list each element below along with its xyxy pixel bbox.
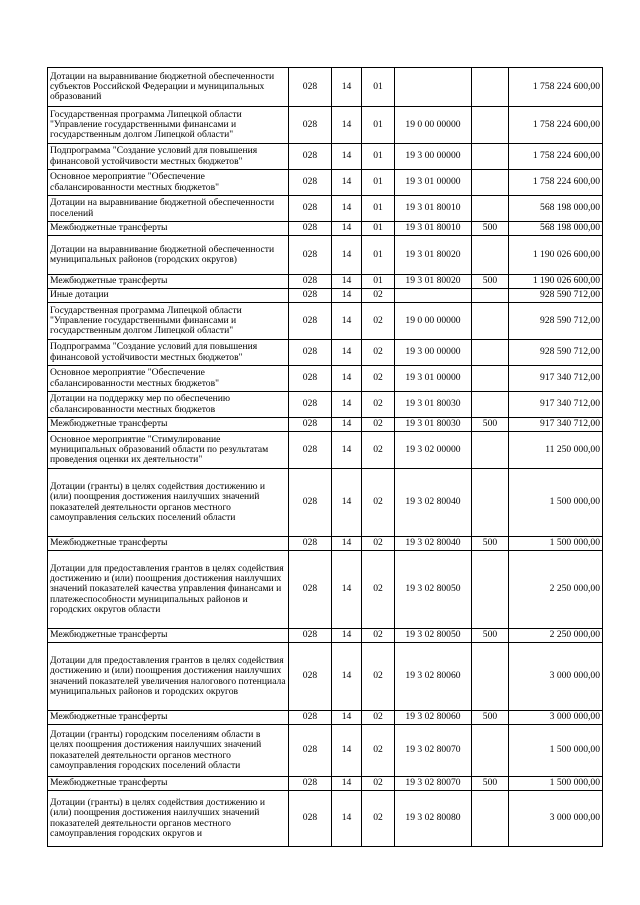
row-name: Дотации (гранты) в целях содействия достижению и (или) поощрения достижения наилучших значений показателей деятельности органов местного самоуправления сельских поселений области: [48, 469, 289, 537]
row-target-code: 19 3 02 80080: [395, 791, 472, 847]
row-target-code: 19 3 01 80010: [395, 222, 472, 236]
row-expense-type: [472, 196, 509, 222]
row-target-code: 19 0 00 00000: [395, 303, 472, 340]
table-row: [48, 643, 603, 711]
row-ministry-code: 028: [289, 196, 332, 222]
row-name: Дотации на поддержку мер по обеспечению сбалансированности местных бюджетов: [48, 392, 289, 418]
row-amount: 1 758 224 600,00: [509, 107, 603, 144]
table-row: [48, 711, 603, 725]
row-section-code: 14: [332, 289, 362, 303]
row-name: Межбюджетные трансферты: [48, 777, 289, 791]
row-section-code: 14: [332, 537, 362, 551]
table-row: [48, 469, 603, 537]
row-amount: 917 340 712,00: [509, 418, 603, 432]
row-expense-type: [472, 725, 509, 777]
row-expense-type: [472, 170, 509, 196]
row-section-code: 14: [332, 303, 362, 340]
row-name: Подпрограмма "Создание условий для повышения финансовой устойчивости местных бюджетов": [48, 340, 289, 366]
row-section-code: 14: [332, 629, 362, 643]
row-name: Межбюджетные трансферты: [48, 222, 289, 236]
row-target-code: 19 3 01 80030: [395, 418, 472, 432]
row-target-code: 19 3 02 80060: [395, 711, 472, 725]
row-name: Межбюджетные трансферты: [48, 275, 289, 289]
row-amount: 1 500 000,00: [509, 469, 603, 537]
row-subsection-code: 01: [362, 222, 395, 236]
row-amount: 1 758 224 600,00: [509, 144, 603, 170]
row-subsection-code: 02: [362, 340, 395, 366]
row-ministry-code: 028: [289, 340, 332, 366]
row-target-code: 19 3 02 80040: [395, 469, 472, 537]
row-section-code: 14: [332, 392, 362, 418]
row-target-code: 19 3 02 00000: [395, 432, 472, 469]
row-subsection-code: 01: [362, 68, 395, 107]
row-name: Межбюджетные трансферты: [48, 418, 289, 432]
table-row: [48, 303, 603, 340]
row-amount: 11 250 000,00: [509, 432, 603, 469]
row-ministry-code: 028: [289, 418, 332, 432]
row-name: Иные дотации: [48, 289, 289, 303]
row-subsection-code: 01: [362, 144, 395, 170]
table-row: [48, 170, 603, 196]
row-expense-type: 500: [472, 222, 509, 236]
row-amount: 1 190 026 600,00: [509, 275, 603, 289]
row-name: Подпрограмма "Создание условий для повышения финансовой устойчивости местных бюджетов": [48, 144, 289, 170]
row-expense-type: [472, 340, 509, 366]
row-ministry-code: 028: [289, 68, 332, 107]
row-amount: 928 590 712,00: [509, 303, 603, 340]
row-subsection-code: 01: [362, 275, 395, 289]
row-expense-type: 500: [472, 275, 509, 289]
row-target-code: 19 3 02 80050: [395, 629, 472, 643]
row-target-code: 19 3 02 80050: [395, 551, 472, 629]
row-ministry-code: 028: [289, 643, 332, 711]
row-name: Межбюджетные трансферты: [48, 537, 289, 551]
row-subsection-code: 02: [362, 418, 395, 432]
row-ministry-code: 028: [289, 289, 332, 303]
row-subsection-code: 02: [362, 537, 395, 551]
row-subsection-code: 02: [362, 432, 395, 469]
row-ministry-code: 028: [289, 303, 332, 340]
row-name: Дотации на выравнивание бюджетной обеспеченности субъектов Российской Федерации и муниципальных образований: [48, 68, 289, 107]
row-section-code: 14: [332, 551, 362, 629]
row-section-code: 14: [332, 366, 362, 392]
row-ministry-code: 028: [289, 170, 332, 196]
row-name: Дотации на выравнивание бюджетной обеспеченности поселений: [48, 196, 289, 222]
row-expense-type: [472, 68, 509, 107]
table-row: [48, 629, 603, 643]
table-row: [48, 551, 603, 629]
row-subsection-code: 01: [362, 170, 395, 196]
row-section-code: 14: [332, 469, 362, 537]
row-amount: 3 000 000,00: [509, 711, 603, 725]
table-row: [48, 791, 603, 847]
row-target-code: 19 3 01 80030: [395, 392, 472, 418]
table-row: [48, 432, 603, 469]
row-subsection-code: 02: [362, 791, 395, 847]
row-subsection-code: 02: [362, 777, 395, 791]
row-subsection-code: 02: [362, 643, 395, 711]
row-expense-type: [472, 392, 509, 418]
row-amount: 917 340 712,00: [509, 366, 603, 392]
row-ministry-code: 028: [289, 275, 332, 289]
table-body: [48, 68, 603, 847]
row-ministry-code: 028: [289, 791, 332, 847]
table-row: [48, 289, 603, 303]
row-section-code: 14: [332, 791, 362, 847]
row-section-code: 14: [332, 777, 362, 791]
table-row: [48, 537, 603, 551]
row-name: Дотации на выравнивание бюджетной обеспеченности муниципальных районов (городских округов): [48, 236, 289, 275]
row-ministry-code: 028: [289, 392, 332, 418]
row-ministry-code: 028: [289, 236, 332, 275]
row-target-code: 19 3 01 00000: [395, 170, 472, 196]
row-expense-type: [472, 643, 509, 711]
row-expense-type: [472, 469, 509, 537]
row-subsection-code: 02: [362, 366, 395, 392]
row-amount: 3 000 000,00: [509, 791, 603, 847]
row-section-code: 14: [332, 275, 362, 289]
row-subsection-code: 02: [362, 392, 395, 418]
row-amount: 917 340 712,00: [509, 392, 603, 418]
row-expense-type: [472, 289, 509, 303]
row-target-code: 19 3 02 80040: [395, 537, 472, 551]
row-name: Межбюджетные трансферты: [48, 711, 289, 725]
table-row: [48, 107, 603, 144]
row-name: Государственная программа Липецкой области "Управление государственными финансами и государственным долгом Липецкой области": [48, 107, 289, 144]
row-expense-type: 500: [472, 537, 509, 551]
row-expense-type: [472, 551, 509, 629]
row-section-code: 14: [332, 725, 362, 777]
row-expense-type: 500: [472, 418, 509, 432]
row-target-code: 19 3 02 80070: [395, 777, 472, 791]
table-row: [48, 725, 603, 777]
row-target-code: 19 3 02 80060: [395, 643, 472, 711]
row-name: Дотации (гранты) в целях содействия достижению и (или) поощрения достижения наилучших значений показателей деятельности органов местного самоуправления городских округов и: [48, 791, 289, 847]
table-row: [48, 236, 603, 275]
row-target-code: 19 3 01 80020: [395, 236, 472, 275]
row-expense-type: 500: [472, 777, 509, 791]
row-amount: 1 190 026 600,00: [509, 236, 603, 275]
row-target-code: 19 3 01 80020: [395, 275, 472, 289]
row-name: Основное мероприятие "Обеспечение сбалансированности местных бюджетов": [48, 170, 289, 196]
row-amount: 928 590 712,00: [509, 289, 603, 303]
row-subsection-code: 01: [362, 196, 395, 222]
row-amount: 568 198 000,00: [509, 222, 603, 236]
row-ministry-code: 028: [289, 366, 332, 392]
row-subsection-code: 02: [362, 725, 395, 777]
row-ministry-code: 028: [289, 222, 332, 236]
row-target-code: 19 0 00 00000: [395, 107, 472, 144]
row-target-code: 19 3 00 00000: [395, 144, 472, 170]
row-ministry-code: 028: [289, 144, 332, 170]
row-section-code: 14: [332, 222, 362, 236]
row-subsection-code: 02: [362, 629, 395, 643]
row-ministry-code: 028: [289, 469, 332, 537]
table-row: [48, 196, 603, 222]
row-ministry-code: 028: [289, 725, 332, 777]
row-expense-type: [472, 366, 509, 392]
row-name: Дотации (гранты) городским поселениям области в целях поощрения достижения наилучших значений показателей деятельности органов местного самоуправления городских поселений области: [48, 725, 289, 777]
row-amount: 568 198 000,00: [509, 196, 603, 222]
row-amount: 1 500 000,00: [509, 537, 603, 551]
row-section-code: 14: [332, 144, 362, 170]
table-row: [48, 144, 603, 170]
table-row: [48, 418, 603, 432]
row-expense-type: [472, 144, 509, 170]
row-subsection-code: 01: [362, 107, 395, 144]
row-subsection-code: 01: [362, 236, 395, 275]
row-name: Дотации для предоставления грантов в целях содействия достижению и (или) поощрения достижения наилучших значений показателей качества управления финансами и платежеспособности муниципальных районов и городских округов области: [48, 551, 289, 629]
row-section-code: 14: [332, 236, 362, 275]
row-subsection-code: 02: [362, 551, 395, 629]
row-section-code: 14: [332, 418, 362, 432]
row-ministry-code: 028: [289, 711, 332, 725]
row-amount: 2 250 000,00: [509, 629, 603, 643]
row-ministry-code: 028: [289, 537, 332, 551]
row-amount: 928 590 712,00: [509, 340, 603, 366]
row-section-code: 14: [332, 432, 362, 469]
row-amount: 1 500 000,00: [509, 777, 603, 791]
row-section-code: 14: [332, 643, 362, 711]
row-expense-type: 500: [472, 711, 509, 725]
row-target-code: 19 3 02 80070: [395, 725, 472, 777]
row-section-code: 14: [332, 711, 362, 725]
row-section-code: 14: [332, 170, 362, 196]
row-name: Основное мероприятие "Обеспечение сбалансированности местных бюджетов": [48, 366, 289, 392]
row-name: Государственная программа Липецкой области "Управление государственными финансами и государственным долгом Липецкой области": [48, 303, 289, 340]
table-row: [48, 340, 603, 366]
row-subsection-code: 02: [362, 711, 395, 725]
row-subsection-code: 02: [362, 289, 395, 303]
row-target-code: 19 3 01 00000: [395, 366, 472, 392]
row-section-code: 14: [332, 107, 362, 144]
table-row: [48, 222, 603, 236]
row-section-code: 14: [332, 340, 362, 366]
row-name: Дотации для предоставления грантов в целях содействия достижению и (или) поощрения достижения наилучших значений показателей увеличения налогового потенциала муниципальных районов и городских округов: [48, 643, 289, 711]
row-subsection-code: 02: [362, 303, 395, 340]
row-name: Основное мероприятие "Стимулирование муниципальных образований области по результатам проведения оценки их деятельности": [48, 432, 289, 469]
budget-table: [47, 67, 603, 847]
row-ministry-code: 028: [289, 107, 332, 144]
row-expense-type: [472, 107, 509, 144]
row-target-code: [395, 289, 472, 303]
row-section-code: 14: [332, 196, 362, 222]
row-expense-type: 500: [472, 629, 509, 643]
row-amount: 1 500 000,00: [509, 725, 603, 777]
row-expense-type: [472, 236, 509, 275]
row-expense-type: [472, 432, 509, 469]
row-ministry-code: 028: [289, 432, 332, 469]
table-row: [48, 777, 603, 791]
row-amount: 2 250 000,00: [509, 551, 603, 629]
row-amount: 1 758 224 600,00: [509, 68, 603, 107]
row-ministry-code: 028: [289, 629, 332, 643]
row-expense-type: [472, 303, 509, 340]
row-target-code: 19 3 01 80010: [395, 196, 472, 222]
row-name: Межбюджетные трансферты: [48, 629, 289, 643]
row-expense-type: [472, 791, 509, 847]
table-row: [48, 366, 603, 392]
table-row: [48, 275, 603, 289]
table-row: [48, 68, 603, 107]
row-target-code: 19 3 00 00000: [395, 340, 472, 366]
row-ministry-code: 028: [289, 777, 332, 791]
row-subsection-code: 02: [362, 469, 395, 537]
row-section-code: 14: [332, 68, 362, 107]
row-amount: 3 000 000,00: [509, 643, 603, 711]
table-row: [48, 392, 603, 418]
row-amount: 1 758 224 600,00: [509, 170, 603, 196]
row-target-code: [395, 68, 472, 107]
row-ministry-code: 028: [289, 551, 332, 629]
